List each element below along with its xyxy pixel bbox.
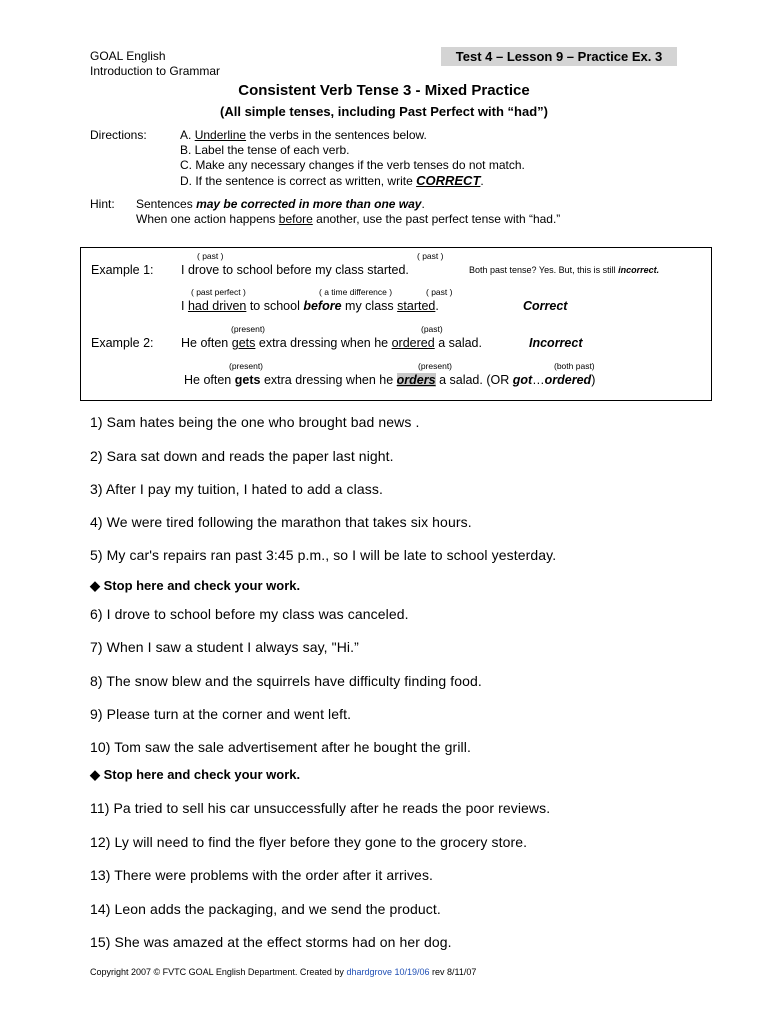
sentence-13: 13) There were problems with the order after it arrives. [90,867,434,883]
example-1-label: Example 1: [91,263,154,277]
sentence-6: 6) I drove to school before my class was canceled. [90,606,409,622]
direction-b: B. Label the tense of each verb. [180,143,350,157]
ex2c-post: a salad. (OR [439,373,510,387]
ex2c-ordered: ordered [544,373,592,387]
ex1c-had-driven: had driven [187,299,247,313]
footer-creator: dhardgrove 10/19/06 [346,967,430,977]
ex2c-gets: gets [234,373,261,387]
page-subtitle: (All simple tenses, including Past Perfect with “had”) [220,104,548,119]
stop-check-1 [90,578,300,594]
sentence-8: 8) The snow blew and the squirrels have difficulty finding food. [90,673,482,689]
sentence-9: 9) Please turn at the corner and went left. [90,706,352,722]
hint-before-word: before [278,212,313,226]
hint-line-1 [136,197,560,212]
ex2c-mid: extra dressing when he [263,373,394,387]
ex2-tag-both-past: (both past) [554,361,595,371]
sentence-14: 14) Leon adds the packaging, and we send the product. [90,901,441,917]
ex2-tag-past: (past) [421,324,443,334]
hint-emphasis: may be corrected in more than one way [196,197,422,211]
ex2-s-ordered: ordered [391,336,435,350]
ex2-tag-present-3: (present) [418,361,453,371]
ex2-s-gets: gets [231,336,256,350]
org-name: GOAL English [90,49,166,63]
hint-line-2-end: another, use the past perfect tense with “had.” [316,212,561,226]
direction-c: C. Make any necessary changes if the verb tenses do not match. [180,158,525,172]
ex1c-my-class: my class [345,299,394,313]
sentence-2: 2) Sara sat down and reads the paper last night. [90,448,394,464]
ex1-tag-past-2: ( past ) [417,251,444,261]
ex2c-orders: orders [396,373,436,387]
test-label: Test 4 – Lesson 9 – Practice Ex. 3 [441,47,677,66]
direction-a-text: the verbs in the sentences below. [249,128,427,142]
sentence-3: 3) After I pay my tuition, I hated to add a class. [90,481,383,497]
ex2-tag-present-1: (present) [231,324,266,334]
ex1c-period: . [435,299,439,313]
page-title: Consistent Verb Tense 3 - Mixed Practice [238,82,530,99]
diamond-icon: ◆ [90,578,100,593]
sentence-4: 4) We were tired following the marathon that takes six hours. [90,514,472,530]
direction-d-end: . [480,174,484,188]
example-1-note-incorrect: incorrect. [618,265,660,275]
ex2-s-pre: He often [181,336,229,350]
ex1c-to-school: to school [249,299,300,313]
footer-revision: rev 8/11/07 [432,967,477,977]
stop-check-2 [90,767,300,783]
example-2-sentence [181,336,482,350]
hint-line-1-text: Sentences [136,197,193,211]
example-1-sentence: I drove to school before my class started. [181,263,409,277]
stop-text: Stop here and check your work. [103,578,301,593]
direction-a-underlined: Underline [194,128,247,142]
direction-d [180,173,525,189]
sentence-12: 12) Ly will need to find the flyer before they gone to the grocery store. [90,834,528,850]
stop-text: Stop here and check your work. [103,767,301,782]
example-box [80,247,712,401]
diamond-icon: ◆ [90,767,100,782]
directions-list [180,128,525,189]
example-2-label: Example 2: [91,336,154,350]
ex1c-before: before [303,299,342,313]
ex1-tag-past-perfect: ( past perfect ) [191,287,246,297]
ex1-tag-past-1: ( past ) [197,251,224,261]
direction-a-letter: A. [180,128,192,142]
hint-label: Hint: [90,197,115,211]
direction-d-correct: CORRECT [416,173,481,188]
example-1-note-text: Both past tense? Yes. But, this is still [469,265,616,275]
example-2-verdict: Incorrect [529,336,583,350]
sentence-11: 11) Pa tried to sell his car unsuccessfully after he reads the poor reviews. [90,800,551,816]
example-1-verdict: Correct [523,299,568,313]
ex1-tag-past-3: ( past ) [426,287,453,297]
example-2-corrected [184,373,595,387]
footer [90,967,476,977]
direction-d-text: D. If the sentence is correct as written, write [180,174,413,188]
example-1-note [469,265,659,275]
ex2c-pre: He often [184,373,232,387]
directions-label: Directions: [90,128,147,142]
hint-line-2 [136,212,560,227]
header-left [90,49,220,79]
ex2-s-mid: extra dressing when he [258,336,389,350]
sentence-10: 10) Tom saw the sale advertisement after he bought the grill. [90,739,471,755]
ex1c-i: I [181,299,185,313]
ex1-tag-time-difference: ( a time difference ) [319,287,393,297]
hint-lines [136,197,560,227]
footer-copyright: Copyright 2007 © FVTC GOAL English Department. Created by [90,967,344,977]
hint-line-2-text: When one action happens [136,212,276,226]
ex2c-dots: … [532,373,545,387]
ex1c-started: started [397,299,436,313]
ex2c-got: got [512,373,533,387]
sentence-1: 1) Sam hates being the one who brought bad news . [90,414,420,430]
ex2-s-post: a salad. [438,336,482,350]
direction-a [180,128,525,143]
sentence-5: 5) My car's repairs ran past 3:45 p.m., so I will be late to school yesterday. [90,547,557,563]
example-1-corrected [181,299,439,313]
hint-line-1-end: . [421,197,425,211]
sentence-7: 7) When I saw a student I always say, "Hi.” [90,639,359,655]
ex2-tag-present-2: (present) [229,361,264,371]
course-name: Introduction to Grammar [90,64,221,78]
sentence-15: 15) She was amazed at the effect storms had on her dog. [90,934,452,950]
ex2c-close: ) [591,373,596,387]
